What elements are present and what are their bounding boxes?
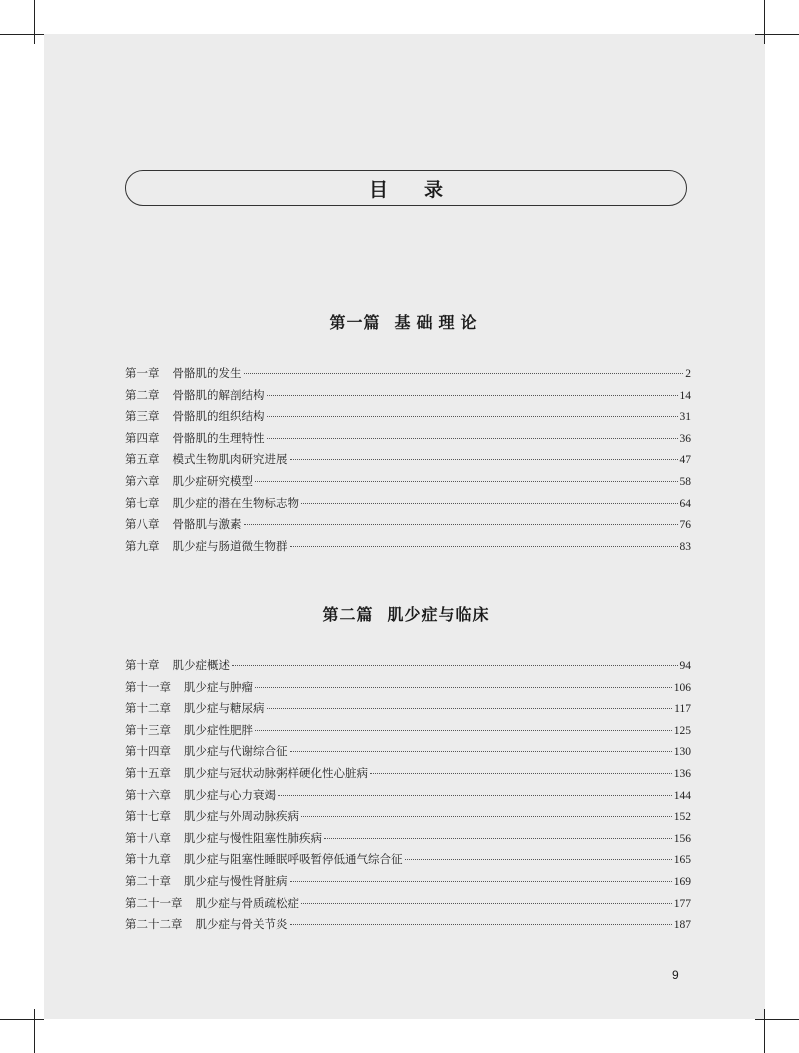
chapter-number: 第七章	[125, 495, 160, 510]
dot-leader	[290, 924, 672, 925]
chapter-number: 第六章	[125, 473, 160, 488]
chapter-title: 肌少症的潜在生物标志物	[172, 495, 299, 510]
crop-mark	[755, 1019, 799, 1020]
dot-leader	[301, 903, 672, 904]
chapter-title: 肌少症与肠道微生物群	[172, 538, 288, 553]
chapter-title: 肌少症与糖尿病	[184, 701, 265, 716]
chapter-number: 第二章	[125, 387, 160, 402]
toc-entry[interactable]	[125, 722, 691, 744]
toc-entry[interactable]	[125, 765, 691, 787]
dot-leader	[255, 730, 672, 731]
crop-mark	[0, 34, 44, 35]
part-label: 第一篇	[329, 313, 381, 332]
chapter-title: 肌少症与骨关节炎	[195, 917, 288, 932]
chapter-title: 肌少症与代谢综合征	[184, 744, 288, 759]
chapter-number: 第十二章	[125, 701, 171, 716]
crop-mark	[34, 0, 35, 44]
chapter-number: 第九章	[125, 538, 160, 553]
chapter-title: 肌少症与骨质疏松症	[195, 895, 299, 910]
chapter-page: 144	[673, 789, 691, 802]
crop-mark	[0, 1019, 44, 1020]
toc-entry[interactable]	[125, 916, 691, 938]
part-title	[125, 310, 687, 333]
chapter-number: 第八章	[125, 517, 160, 532]
page-number: 9	[672, 968, 679, 982]
toc-heading: 目录	[368, 178, 479, 201]
toc-entry[interactable]	[125, 808, 691, 830]
chapter-title: 肌少症与心力衰竭	[184, 787, 276, 802]
toc-entry[interactable]	[125, 473, 691, 495]
dot-leader	[290, 751, 672, 752]
dot-leader	[267, 708, 673, 709]
dot-leader	[244, 524, 678, 525]
chapter-number: 第十章	[125, 658, 160, 672]
chapter-page: 106	[673, 681, 691, 694]
part-name: 基础理论	[394, 313, 483, 332]
toc-entry[interactable]	[125, 516, 691, 538]
crop-mark	[764, 0, 765, 44]
chapter-page: 2	[685, 368, 691, 380]
chapter-page: 136	[673, 767, 691, 780]
chapter-page: 117	[674, 703, 691, 716]
toc-entry[interactable]	[125, 365, 691, 387]
chapter-number: 第二十二章	[125, 917, 183, 932]
toc-entry[interactable]	[125, 787, 691, 809]
chapter-page: 83	[679, 540, 691, 553]
toc-entry[interactable]	[125, 538, 691, 560]
chapter-title: 骨骼肌与激素	[172, 517, 242, 532]
chapter-title: 肌少症与外周动脉疾病	[184, 809, 299, 824]
crop-mark	[764, 1009, 765, 1053]
chapter-number: 第十六章	[125, 787, 171, 802]
dot-leader	[290, 546, 678, 547]
toc-entry[interactable]	[125, 700, 691, 722]
dot-leader	[370, 773, 672, 774]
dot-leader	[255, 481, 678, 482]
chapter-page: 165	[673, 854, 691, 867]
toc-entry[interactable]	[125, 657, 691, 679]
toc-entry[interactable]	[125, 495, 691, 517]
dot-leader	[255, 687, 672, 688]
toc-entry[interactable]	[125, 679, 691, 701]
dot-leader	[232, 665, 678, 666]
toc-list-part-1	[125, 365, 691, 559]
chapter-title: 骨骼肌的生理特性	[172, 430, 265, 445]
chapter-number: 第五章	[125, 452, 160, 467]
chapter-number: 第十三章	[125, 722, 171, 737]
chapter-title: 肌少症与肿瘤	[184, 679, 253, 694]
chapter-title: 肌少症与慢性阻塞性肺疾病	[184, 830, 322, 845]
chapter-title: 模式生物肌肉研究进展	[172, 452, 288, 467]
chapter-page: 130	[673, 746, 691, 759]
chapter-page: 14	[679, 389, 691, 402]
dot-leader	[324, 838, 672, 839]
crop-mark	[34, 1009, 35, 1053]
chapter-title: 肌少症研究模型	[172, 473, 253, 488]
chapter-title: 骨骼肌的发生	[172, 366, 242, 380]
dot-leader	[290, 881, 672, 882]
dot-leader	[301, 816, 672, 817]
part-title	[125, 602, 687, 625]
chapter-page: 64	[679, 497, 691, 510]
chapter-page: 58	[679, 475, 691, 488]
chapter-number: 第十七章	[125, 809, 171, 824]
toc-entry[interactable]	[125, 451, 691, 473]
chapter-page: 31	[679, 411, 691, 424]
chapter-page: 125	[673, 724, 691, 737]
chapter-number: 第十九章	[125, 852, 171, 867]
chapter-page: 36	[679, 432, 691, 445]
dot-leader	[267, 416, 678, 417]
chapter-number: 第四章	[125, 430, 160, 445]
chapter-number: 第一章	[125, 366, 160, 380]
chapter-title: 骨骼肌的组织结构	[172, 409, 265, 424]
chapter-number: 第十一章	[125, 679, 171, 694]
dot-leader	[301, 503, 678, 504]
toc-entry[interactable]	[125, 408, 691, 430]
dot-leader	[267, 395, 678, 396]
chapter-title: 肌少症与冠状动脉粥样硬化性心脏病	[184, 765, 368, 780]
chapter-title: 肌少症与慢性肾脏病	[184, 873, 288, 888]
chapter-number: 第二十一章	[125, 895, 183, 910]
chapter-page: 76	[679, 519, 691, 532]
toc-entry[interactable]	[125, 830, 691, 852]
dot-leader	[244, 373, 684, 374]
toc-entry[interactable]	[125, 430, 691, 452]
chapter-title: 骨骼肌的解剖结构	[172, 387, 265, 402]
part-name: 肌少症与临床	[387, 605, 490, 624]
chapter-page: 169	[673, 875, 691, 888]
chapter-page: 187	[673, 919, 691, 932]
chapter-number: 第三章	[125, 409, 160, 424]
chapter-title: 肌少症概述	[172, 658, 230, 672]
dot-leader	[290, 459, 678, 460]
toc-entry[interactable]	[125, 851, 691, 873]
toc-entry[interactable]	[125, 387, 691, 409]
toc-entry[interactable]	[125, 743, 691, 765]
chapter-number: 第十五章	[125, 765, 171, 780]
dot-leader	[267, 438, 678, 439]
chapter-title: 肌少症性肥胖	[184, 722, 253, 737]
toc-entry[interactable]	[125, 873, 691, 895]
chapter-page: 152	[673, 811, 691, 824]
chapter-page: 94	[679, 660, 691, 672]
toc-entry[interactable]	[125, 895, 691, 917]
dot-leader	[405, 859, 672, 860]
part-label: 第二篇	[322, 605, 374, 624]
crop-mark	[755, 34, 799, 35]
chapter-number: 第十四章	[125, 744, 171, 759]
chapter-page: 177	[673, 897, 691, 910]
dot-leader	[278, 795, 672, 796]
chapter-number: 第二十章	[125, 873, 171, 888]
chapter-page: 156	[673, 832, 691, 845]
chapter-title: 肌少症与阻塞性睡眠呼吸暂停低通气综合征	[184, 852, 403, 867]
toc-list-part-2	[125, 657, 691, 938]
chapter-page: 47	[679, 454, 691, 467]
toc-heading-box	[125, 170, 687, 206]
chapter-number: 第十八章	[125, 830, 171, 845]
